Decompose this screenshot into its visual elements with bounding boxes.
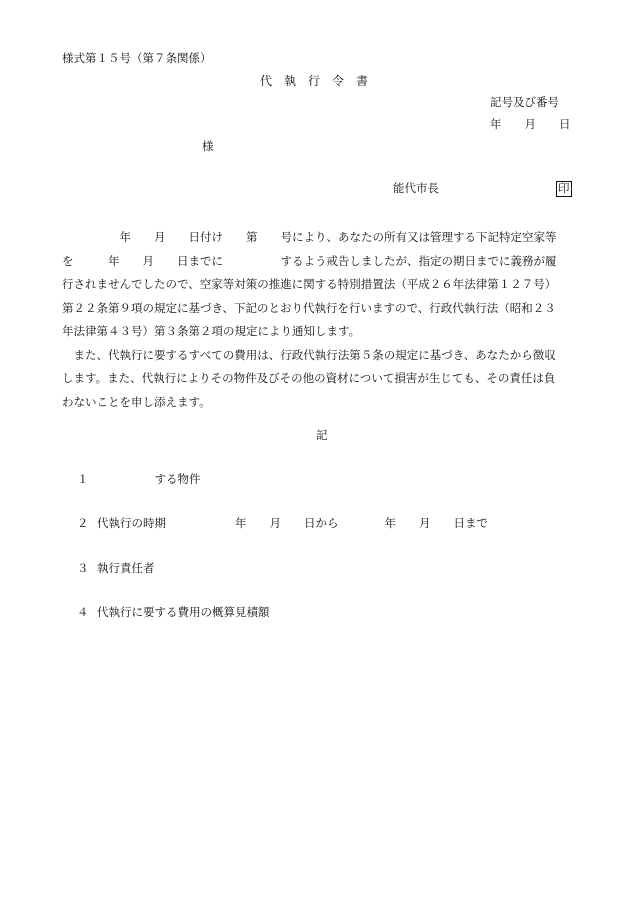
body-line: 第２２条第９項の規定に基づき、下記のとおり代執行を行いますので、行政代執行法（昭和２３ xyxy=(62,300,556,315)
body-line: わないことを申し添えます。 xyxy=(62,394,211,409)
body-line: を 年 月 日までに するよう戒告しましたが、指定の期日までに義務が履 xyxy=(62,253,557,268)
item-3-text: 執行責任者 xyxy=(97,561,155,575)
item-4-text: 代執行に要する費用の概算見積額 xyxy=(97,605,270,619)
seal-label: 印 xyxy=(558,181,570,195)
body-line: 年法律第４３号）第３条第２項の規定により通知します。 xyxy=(62,324,361,338)
sender-name: 能代市長 xyxy=(393,181,439,195)
seal-stamp xyxy=(556,181,572,197)
ki-heading: 記 xyxy=(316,428,328,442)
document-title: 代 執 行 令 書 xyxy=(260,74,369,88)
body-paragraph-1 xyxy=(62,226,582,414)
body-line: 行されませんでしたので、空家等対策の推進に関する特別措置法（平成２６年法律第１２７号） xyxy=(62,277,557,291)
body-line: また、代執行に要するすべての費用は、行政代執行法第５条の規定に基づき、あなたから徴収 xyxy=(62,347,556,362)
item-1-number: １ xyxy=(77,472,89,486)
issue-date: 年 月 日 xyxy=(490,117,571,131)
item-2-number: ２ xyxy=(77,516,89,530)
item-3-number: ３ xyxy=(77,561,89,575)
body-line: 年 月 日付け 第 号により、あなたの所有又は管理する下記特定空家等 xyxy=(62,230,557,244)
form-label: 様式第１５号（第７条関係） xyxy=(62,51,212,65)
body-line: します。また、代執行によりその物件及びその他の資材について損害が生じても、その責任は負 xyxy=(62,371,556,385)
item-4-number: ４ xyxy=(77,605,89,619)
addressee-honorific: 様 xyxy=(202,139,214,153)
reference-number: 記号及び番号 xyxy=(490,95,559,109)
item-2-text: 代執行の時期 年 月 日から 年 月 日まで xyxy=(97,516,488,530)
item-1-text: する物件 xyxy=(97,472,201,486)
